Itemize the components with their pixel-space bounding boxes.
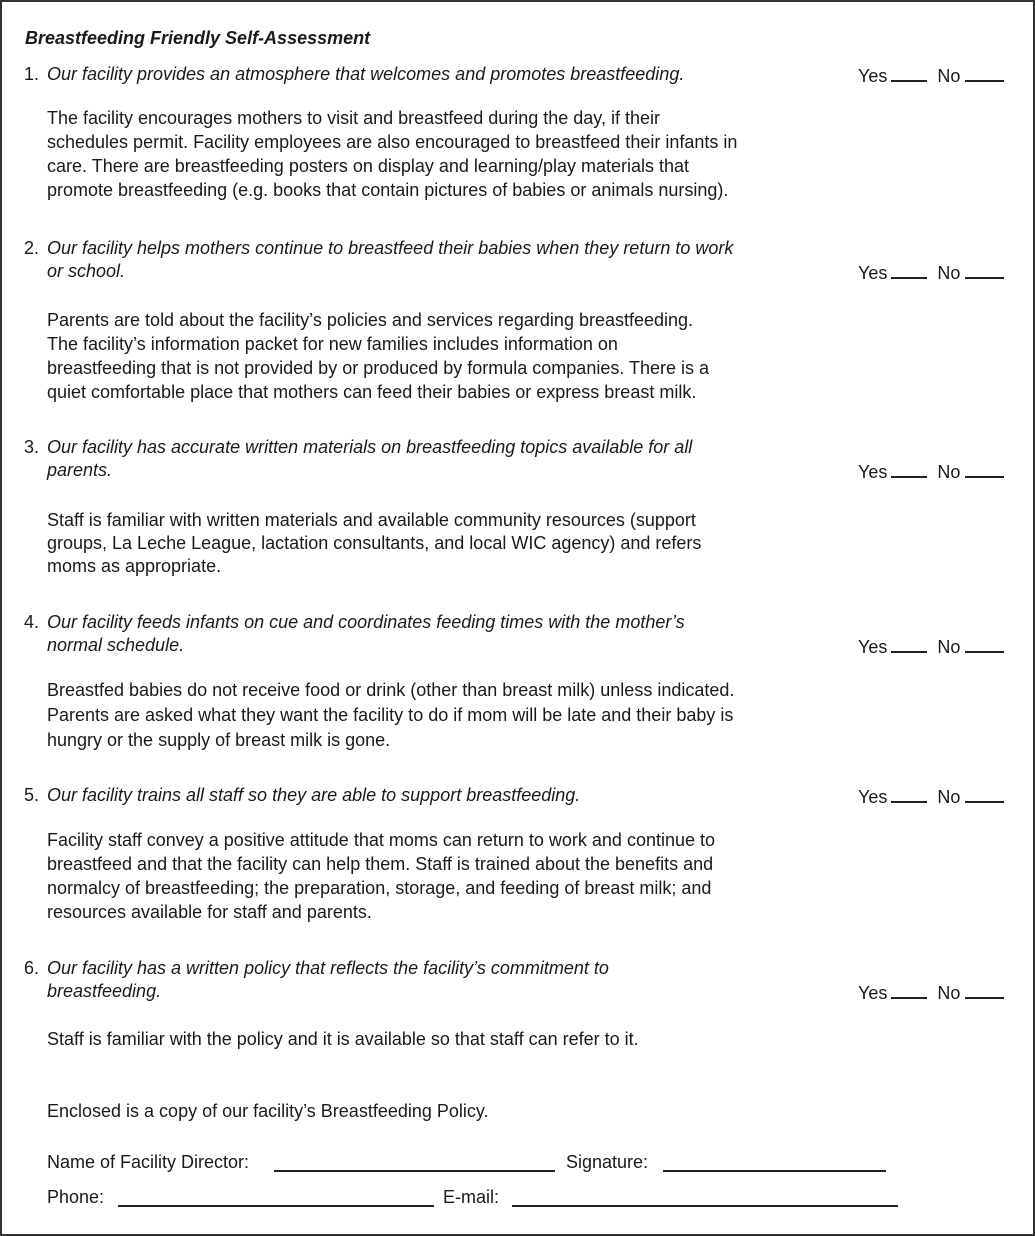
item-statement: Our facility feeds infants on cue and coordinates feeding times with the mother’s [47, 612, 685, 632]
item-description: Parents are told about the facility’s policies and services regarding breastfeeding. [47, 310, 694, 330]
item-statement: Our facility has a written policy that reflects the facility’s commitment to [47, 958, 609, 978]
item-description: normalcy of breastfeeding; the preparation, storage, and feeding of breast milk; and [47, 878, 712, 898]
email-label: E-mail: [443, 1187, 500, 1207]
enclosed-note: Enclosed is a copy of our facility’s Breastfeeding Policy. [47, 1101, 489, 1121]
item-description: resources available for staff and parents. [47, 902, 372, 922]
item-description: schedules permit. Facility employees are also encouraged to breastfeed their infants in [47, 132, 738, 152]
item-description: Parents are asked what they want the facility to do if mom will be late and their baby is [47, 705, 734, 725]
director-label: Name of Facility Director: [47, 1152, 250, 1172]
item-statement: breastfeeding. [47, 981, 162, 1001]
yes-no-answer [858, 62, 1018, 88]
form-title: Breastfeeding Friendly Self-Assessment [25, 28, 371, 48]
item-description: Staff is familiar with written materials and available community resources (support [47, 510, 696, 530]
no-field[interactable] [965, 633, 1004, 653]
yes-label: Yes [858, 637, 888, 657]
no-label: No [937, 983, 961, 1003]
yes-no-answer [858, 458, 1018, 484]
item-description: breastfeeding that is not provided by or produced by formula companies. There is a [47, 358, 710, 378]
yes-label: Yes [858, 787, 888, 807]
item-statement: Our facility has accurate written materials on breastfeeding topics available for all [47, 437, 693, 457]
item-statement: parents. [47, 460, 113, 480]
item-description: The facility’s information packet for new families includes information on [47, 334, 618, 354]
yes-field[interactable] [891, 458, 927, 478]
signature-label: Signature: [566, 1152, 649, 1172]
item-description: The facility encourages mothers to visit and breastfeed during the day, if their [47, 108, 660, 128]
item-description: Breastfed babies do not receive food or drink (other than breast milk) unless indicated. [47, 680, 735, 700]
yes-label: Yes [858, 66, 888, 86]
yes-label: Yes [858, 983, 888, 1003]
item-description: breastfeed and that the facility can help them. Staff is trained about the benefits and [47, 854, 714, 874]
yes-field[interactable] [891, 259, 927, 279]
yes-no-answer [858, 979, 1018, 1005]
yes-field[interactable] [891, 783, 927, 803]
yes-label: Yes [858, 263, 888, 283]
yes-field[interactable] [891, 979, 927, 999]
item-statement: normal schedule. [47, 635, 185, 655]
no-label: No [937, 637, 961, 657]
signature-field[interactable] [663, 1152, 886, 1172]
yes-no-answer [858, 783, 1018, 809]
no-label: No [937, 787, 961, 807]
item-statement: Our facility provides an atmosphere that welcomes and promotes breastfeeding. [47, 64, 685, 84]
no-label: No [937, 263, 961, 283]
item-number: 4. [24, 612, 40, 632]
item-description: moms as appropriate. [47, 556, 222, 576]
yes-no-answer [858, 633, 1018, 659]
no-field[interactable] [965, 783, 1004, 803]
item-description: quiet comfortable place that mothers can feed their babies or express breast milk. [47, 382, 697, 402]
phone-label: Phone: [47, 1187, 105, 1207]
item-description: promote breastfeeding (e.g. books that contain pictures of babies or animals nursing). [47, 180, 729, 200]
no-field[interactable] [965, 979, 1004, 999]
director-name-field[interactable] [274, 1152, 555, 1172]
yes-no-answer [858, 259, 1018, 285]
item-description: care. There are breastfeeding posters on display and learning/play materials that [47, 156, 690, 176]
yes-field[interactable] [891, 62, 927, 82]
item-statement: Our facility helps mothers continue to breastfeed their babies when they return to work [47, 238, 734, 258]
item-number: 6. [24, 958, 40, 978]
yes-field[interactable] [891, 633, 927, 653]
item-number: 5. [24, 785, 40, 805]
no-field[interactable] [965, 458, 1004, 478]
no-label: No [937, 462, 961, 482]
item-description: hungry or the supply of breast milk is gone. [47, 730, 391, 750]
item-description: groups, La Leche League, lactation consultants, and local WIC agency) and refers [47, 533, 702, 553]
email-field[interactable] [512, 1187, 898, 1207]
item-number: 1. [24, 64, 40, 84]
item-number: 3. [24, 437, 40, 457]
item-number: 2. [24, 238, 40, 258]
yes-label: Yes [858, 462, 888, 482]
item-description: Staff is familiar with the policy and it is available so that staff can refer to it. [47, 1029, 639, 1049]
phone-field[interactable] [118, 1187, 434, 1207]
item-statement: or school. [47, 261, 126, 281]
item-statement: Our facility trains all staff so they are able to support breastfeeding. [47, 785, 581, 805]
no-field[interactable] [965, 62, 1004, 82]
item-description: Facility staff convey a positive attitude that moms can return to work and continue to [47, 830, 716, 850]
no-field[interactable] [965, 259, 1004, 279]
no-label: No [937, 66, 961, 86]
